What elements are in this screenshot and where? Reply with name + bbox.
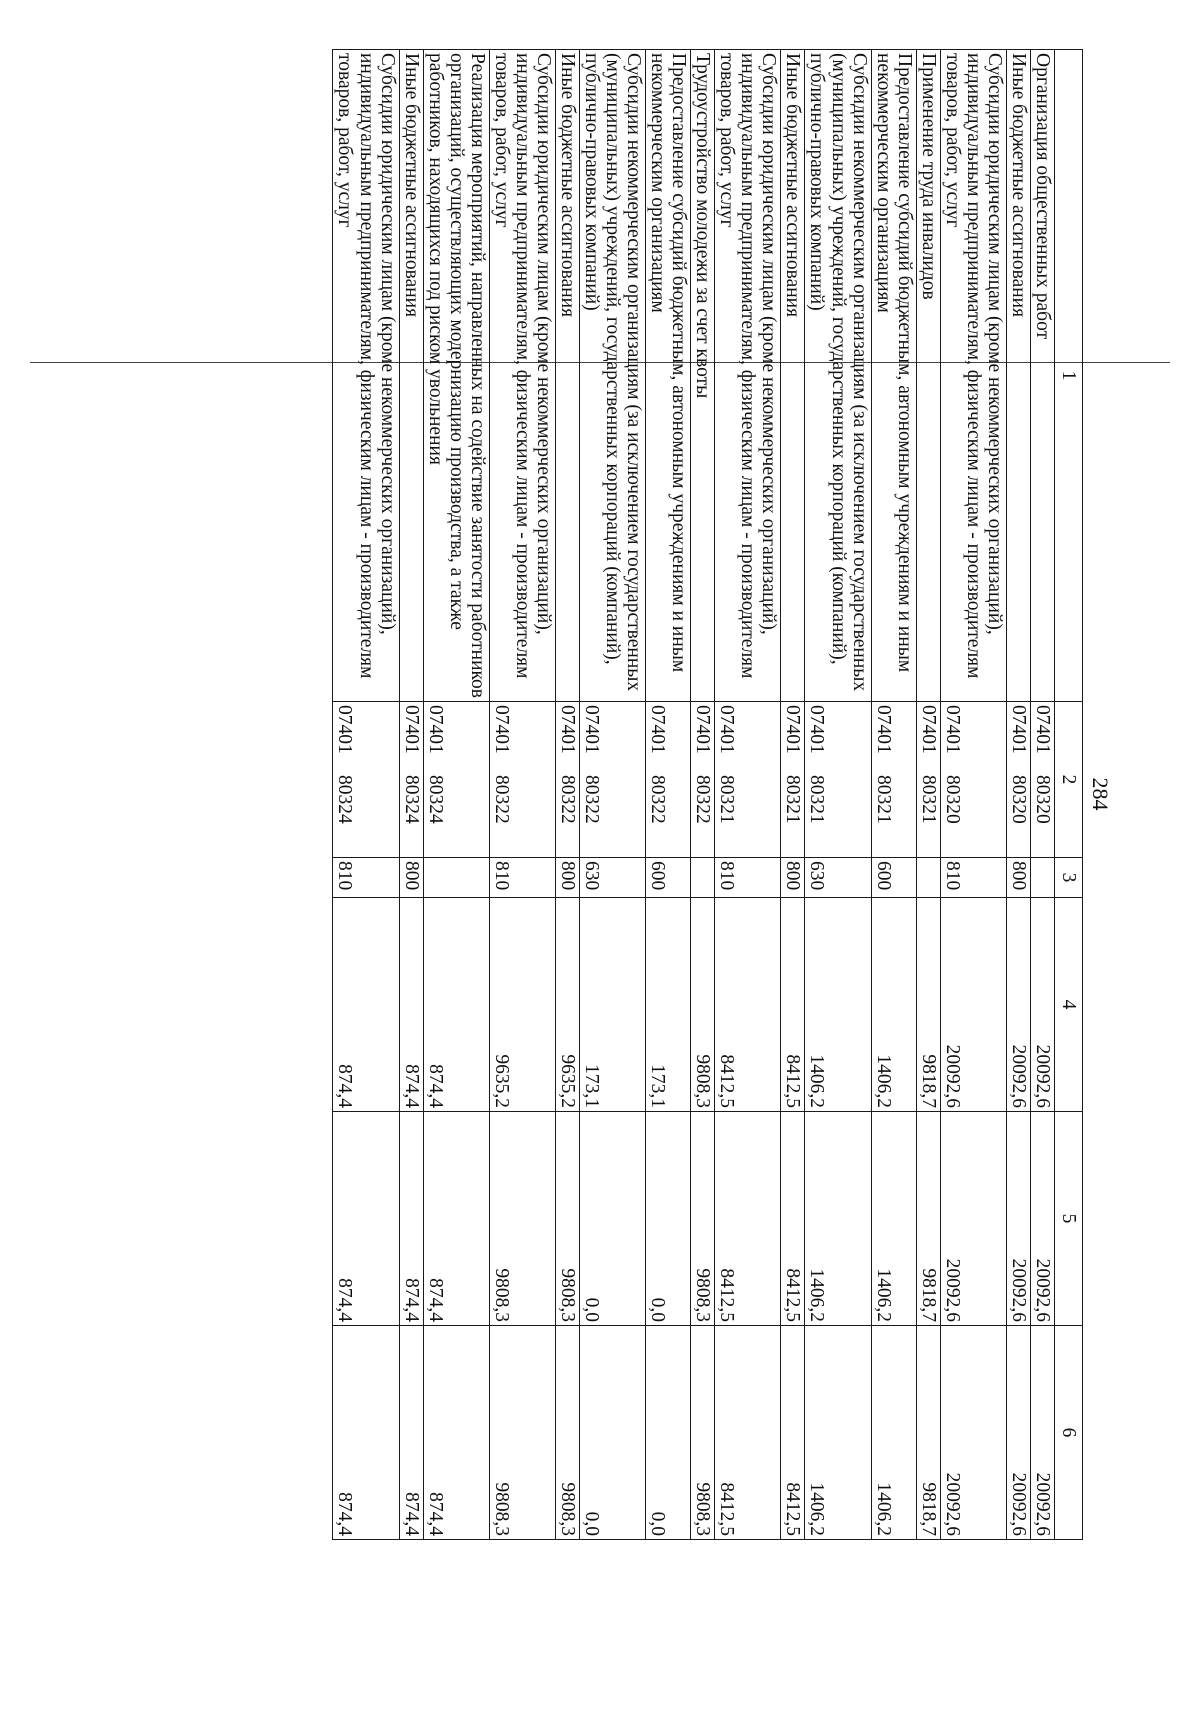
row-amount-col5: 874,4: [423, 1112, 489, 1326]
row-description: Реализация мероприятий, направленных на содействие занятости работников организаций, осуществляющих модернизацию производства, а также работников, находящихся под риском увольнения: [423, 50, 489, 702]
row-target-code: [781, 702, 805, 858]
table-row: [423, 50, 489, 1540]
table-row: [646, 50, 691, 1540]
row-description: Предоставление субсидий бюджетным, автономным учреждениям и иным некоммерческим организациям: [646, 50, 691, 702]
table-row: [940, 50, 1006, 1540]
row-amount-col6: 20092,6: [1006, 1326, 1030, 1540]
row-amount-col6: 20092,6: [1030, 1326, 1054, 1540]
row-amount-col4: 1406,2: [805, 898, 871, 1112]
code-direction-part: 80324: [400, 775, 422, 824]
code-program-part: 07401: [941, 705, 963, 754]
code-program-part: 07401: [782, 705, 804, 754]
code-program-part: 07401: [716, 705, 738, 754]
row-amount-col4: 20092,6: [940, 898, 1006, 1112]
row-amount-col6: 8412,5: [781, 1326, 805, 1540]
row-target-code: [1006, 702, 1030, 858]
row-target-code: [691, 702, 715, 858]
row-amount-col5: 874,4: [399, 1112, 423, 1326]
code-direction-part: 80320: [941, 775, 963, 824]
row-description: Субсидии юридическим лицам (кроме некоммерческих организаций), индивидуальным предпринимателям, физическим лицам - производителям товаров, работ, услуг: [489, 50, 555, 702]
code-program-part: 07401: [400, 705, 422, 754]
row-amount-col5: 0,0: [579, 1112, 645, 1326]
row-amount-col6: 20092,6: [940, 1326, 1006, 1540]
code-direction-part: 80321: [782, 775, 804, 824]
row-target-code: [916, 702, 940, 858]
code-direction-part: 80322: [692, 775, 714, 824]
row-expense-type: 800: [1006, 858, 1030, 898]
row-target-code: [489, 702, 555, 858]
code-direction-part: 80322: [581, 775, 603, 824]
code-program-part: 07401: [1031, 705, 1053, 754]
code-direction-part: 80320: [1031, 775, 1053, 824]
code-direction-part: 80324: [334, 775, 356, 824]
row-amount-col5: 8412,5: [715, 1112, 781, 1326]
row-amount-col6: 874,4: [333, 1326, 399, 1540]
row-description: Иные бюджетные ассигнования: [781, 50, 805, 702]
table-row: [555, 50, 579, 1540]
row-amount-col6: 0,0: [579, 1326, 645, 1540]
code-program-part: 07401: [872, 705, 894, 754]
row-amount-col4: 874,4: [399, 898, 423, 1112]
table-row: [579, 50, 645, 1540]
row-description: Субсидии юридическим лицам (кроме некоммерческих организаций), индивидуальным предпринимателям, физическим лицам - производителям товаров, работ, услуг: [715, 50, 781, 702]
row-target-code: [579, 702, 645, 858]
row-description: Предоставление субсидий бюджетным, автономным учреждениям и иным некоммерческим организациям: [871, 50, 916, 702]
row-description: Субсидии юридическим лицам (кроме некоммерческих организаций), индивидуальным предпринимателям, физическим лицам - производителям товаров, работ, услуг: [940, 50, 1006, 702]
column-header: 4: [1054, 898, 1082, 1112]
row-target-code: [333, 702, 399, 858]
row-amount-col6: 9808,3: [691, 1326, 715, 1540]
code-direction-part: 80321: [806, 775, 828, 824]
column-header: 6: [1054, 1326, 1082, 1540]
code-program-part: 07401: [556, 705, 578, 754]
code-direction-part: 80324: [424, 775, 446, 824]
column-header: 5: [1054, 1112, 1082, 1326]
row-expense-type: 630: [579, 858, 645, 898]
row-expense-type: [916, 858, 940, 898]
code-direction-part: 80321: [872, 775, 894, 824]
row-amount-col6: 874,4: [423, 1326, 489, 1540]
code-program-part: 07401: [806, 705, 828, 754]
row-amount-col4: 9808,3: [691, 898, 715, 1112]
row-expense-type: [423, 858, 489, 898]
row-amount-col4: 8412,5: [781, 898, 805, 1112]
table-body: [333, 50, 1055, 1540]
row-amount-col5: 1406,2: [805, 1112, 871, 1326]
row-description: Иные бюджетные ассигнования: [1006, 50, 1030, 702]
code-program-part: 07401: [692, 705, 714, 754]
row-amount-col4: 20092,6: [1006, 898, 1030, 1112]
row-amount-col4: 173,1: [646, 898, 691, 1112]
table-row: [489, 50, 555, 1540]
row-amount-col5: 9808,3: [555, 1112, 579, 1326]
row-expense-type: 800: [781, 858, 805, 898]
row-target-code: [1030, 702, 1054, 858]
row-expense-type: 600: [871, 858, 916, 898]
row-description: Субсидии юридическим лицам (кроме некоммерческих организаций), индивидуальным предпринимателям, физическим лицам - производителям товаров, работ, услуг: [333, 50, 399, 702]
code-program-part: 07401: [490, 705, 512, 754]
code-program-part: 07401: [917, 705, 939, 754]
row-amount-col4: 173,1: [579, 898, 645, 1112]
row-amount-col5: 874,4: [333, 1112, 399, 1326]
code-direction-part: 80321: [917, 775, 939, 824]
table-row: [781, 50, 805, 1540]
row-amount-col6: 8412,5: [715, 1326, 781, 1540]
row-target-code: [940, 702, 1006, 858]
row-target-code: [646, 702, 691, 858]
row-amount-col6: 9808,3: [555, 1326, 579, 1540]
row-amount-col4: 9635,2: [555, 898, 579, 1112]
row-amount-col5: 20092,6: [940, 1112, 1006, 1326]
code-program-part: 07401: [424, 705, 446, 754]
row-amount-col4: 20092,6: [1030, 898, 1054, 1112]
row-amount-col4: 874,4: [423, 898, 489, 1112]
row-description: Субсидии некоммерческим организациям (за исключением государственных (муниципальных) учреждений, государственных корпораций (компаний), публично-правовых компаний): [579, 50, 645, 702]
code-direction-part: 80322: [647, 775, 669, 824]
code-program-part: 07401: [647, 705, 669, 754]
table-row: [399, 50, 423, 1540]
row-description: Применение труда инвалидов: [916, 50, 940, 702]
budget-table: [332, 49, 1083, 1540]
row-description: Трудоустройство молодежи за счет квоты: [691, 50, 715, 702]
row-amount-col4: 9635,2: [489, 898, 555, 1112]
table-row: [333, 50, 399, 1540]
header-row: [1054, 50, 1082, 1540]
table-row: [1006, 50, 1030, 1540]
row-expense-type: 810: [333, 858, 399, 898]
row-amount-col6: 1406,2: [871, 1326, 916, 1540]
table-row: [871, 50, 916, 1540]
row-amount-col5: 9808,3: [691, 1112, 715, 1326]
row-target-code: [423, 702, 489, 858]
code-direction-part: 80322: [556, 775, 578, 824]
row-amount-col6: 1406,2: [805, 1326, 871, 1540]
row-description: Иные бюджетные ассигнования: [399, 50, 423, 702]
code-program-part: 07401: [1007, 705, 1029, 754]
column-header: 2: [1054, 702, 1082, 858]
code-direction-part: 80322: [490, 775, 512, 824]
code-direction-part: 80321: [716, 775, 738, 824]
row-target-code: [805, 702, 871, 858]
row-amount-col6: 0,0: [646, 1326, 691, 1540]
row-amount-col5: 8412,5: [781, 1112, 805, 1326]
row-expense-type: 800: [399, 858, 423, 898]
row-amount-col4: 9818,7: [916, 898, 940, 1112]
row-amount-col5: 20092,6: [1030, 1112, 1054, 1326]
rotated-page: [92, 49, 1113, 1539]
row-amount-col5: 9818,7: [916, 1112, 940, 1326]
row-amount-col5: 0,0: [646, 1112, 691, 1326]
row-expense-type: [691, 858, 715, 898]
row-target-code: [871, 702, 916, 858]
row-target-code: [555, 702, 579, 858]
table-row: [916, 50, 940, 1540]
row-expense-type: 810: [715, 858, 781, 898]
row-description: Организация общественных работ: [1030, 50, 1054, 702]
row-expense-type: 810: [940, 858, 1006, 898]
row-amount-col5: 20092,6: [1006, 1112, 1030, 1326]
page-number: 284: [1088, 777, 1113, 811]
table-row: [805, 50, 871, 1540]
row-description: Иные бюджетные ассигнования: [555, 50, 579, 702]
row-amount-col6: 9818,7: [916, 1326, 940, 1540]
row-expense-type: 600: [646, 858, 691, 898]
row-amount-col5: 1406,2: [871, 1112, 916, 1326]
row-amount-col6: 874,4: [399, 1326, 423, 1540]
code-direction-part: 80320: [1007, 775, 1029, 824]
row-amount-col4: 8412,5: [715, 898, 781, 1112]
table-row: [691, 50, 715, 1540]
row-expense-type: [1030, 858, 1054, 898]
row-amount-col4: 1406,2: [871, 898, 916, 1112]
row-amount-col4: 874,4: [333, 898, 399, 1112]
row-expense-type: 800: [555, 858, 579, 898]
row-expense-type: 810: [489, 858, 555, 898]
code-program-part: 07401: [334, 705, 356, 754]
row-target-code: [715, 702, 781, 858]
row-amount-col5: 9808,3: [489, 1112, 555, 1326]
row-expense-type: 630: [805, 858, 871, 898]
row-amount-col6: 9808,3: [489, 1326, 555, 1540]
column-header: 3: [1054, 858, 1082, 898]
column-header: 1: [1054, 50, 1082, 702]
table-row: [1030, 50, 1054, 1540]
row-target-code: [399, 702, 423, 858]
code-program-part: 07401: [581, 705, 603, 754]
table-row: [715, 50, 781, 1540]
row-description: Субсидии некоммерческим организациям (за исключением государственных (муниципальных) учреждений, государственных корпораций (компаний), публично-правовых компаний): [805, 50, 871, 702]
